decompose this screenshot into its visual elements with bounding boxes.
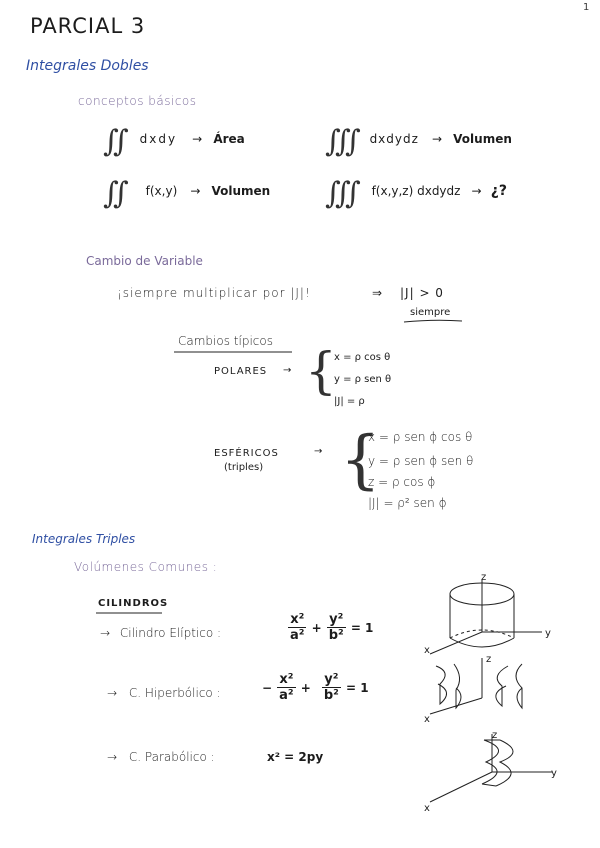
sketch3-z-label: z [492,730,498,741]
cilindro-hiperbolico-lead: − [262,681,273,695]
cilindro-eliptico-x-num: x² [290,612,305,627]
rule-condition: |J| > 0 [400,286,444,300]
formula-area-arrow: → [192,132,203,146]
formula-volumen-triple-result: Volumen [453,132,512,146]
triple-integral-sign: ∭ [325,124,361,159]
sketch3-y-label: y [551,768,557,779]
cilindro-eliptico-op: + [311,621,322,635]
cilindro-hiperbolico-equation [262,672,369,703]
polares-line-y: y = ρ sen θ [334,374,392,385]
sketch2-x-label: x [424,714,430,725]
cilindro-parabolico-bullet: → [107,750,118,764]
hyperbolic-cylinder-sketch [430,658,530,718]
esfericos-brace: { [340,423,381,497]
esfericos-arrow: → [314,446,323,457]
sketch2-z-label: z [486,654,492,665]
elliptic-cylinder-sketch [430,572,590,662]
cilindro-hiperbolico-op: + [300,681,311,695]
polares-arrow: → [283,365,292,376]
cilindro-hiperbolico-label [107,686,221,700]
page-title: PARCIAL 3 [30,14,146,38]
cilindro-eliptico-y-den: b² [328,628,344,643]
cilindro-hiperbolico-rhs: = 1 [345,681,369,695]
cilindro-parabolico-label [107,750,215,764]
cilindro-eliptico-y-num: y² [329,612,344,627]
formula-area-integrand: dxdy [139,132,178,146]
formula-volumen-triple-integrand: dxdydz [369,132,419,146]
cilindro-eliptico-frac-y [327,612,346,643]
formula-volumen-double-result: Volumen [211,184,271,198]
formula-unknown-result: ¿? [490,183,507,199]
formula-volumen-double [103,176,270,211]
cilindro-eliptico-equation [288,612,373,643]
esfericos-line-z: z = ρ cos ϕ [368,475,436,489]
polares-label: POLARES [214,366,268,377]
formula-volumen-double-integrand: f(x,y) [145,184,178,198]
esfericos-line-jacobian: |J| = ρ² sen ϕ [368,496,447,510]
parabolic-cylinder-sketch [426,730,566,810]
sketch1-z-label: z [481,572,487,583]
rule-implies: ⇒ [372,286,383,300]
polares-line-jacobian: |J| = ρ [334,396,365,407]
double-integral-sign-2: ∬ [103,176,129,211]
page-number: 1 [583,2,590,13]
cilindro-eliptico-label [100,626,221,640]
subheading-conceptos-basicos: conceptos básicos [78,94,197,108]
double-integral-sign: ∬ [103,124,129,159]
formula-unknown-integrand: f(x,y,z) dxdydz [371,184,461,198]
formula-volumen-double-arrow: → [190,184,201,198]
esfericos-label: ESFÉRICOS [214,448,279,459]
cilindro-hiperbolico-frac-x [277,672,295,703]
esfericos-line-x: x = ρ sen ϕ cos θ [368,430,473,444]
cilindro-hiperbolico-name: C. Hiperbólico : [128,686,221,700]
typical-changes-title: Cambios típicos [178,334,273,348]
polares-line-x: x = ρ cos θ [334,352,391,363]
section-heading-integrales-triples: Integrales Triples [32,532,136,546]
rule-condition-note: siempre [410,307,451,318]
cilindro-hiperbolico-bullet: → [107,686,118,700]
cilindro-hiperbolico-y-num: y² [324,672,339,687]
cilindro-eliptico-bullet: → [100,626,111,640]
formula-volumen-triple-arrow: → [432,132,443,146]
underline-cilindros [96,611,166,615]
cilindro-eliptico-x-den: a² [290,628,305,643]
cilindro-eliptico-rhs: = 1 [350,621,374,635]
cilindro-parabolico-name: C. Parabólico : [128,750,215,764]
esfericos-sublabel: (triples) [224,462,264,473]
sketch3-x-label: x [424,803,430,814]
formula-area-result: Área [213,132,245,146]
underline-siempre [404,319,464,323]
cilindros-title: CILINDROS [98,598,169,609]
formula-unknown-arrow: → [471,184,482,198]
esfericos-line-y: y = ρ sen ϕ sen θ [368,454,474,468]
sketch1-y-label: y [545,628,551,639]
formula-unknown-triple [325,176,507,211]
cilindro-parabolico-equation: x² = 2py [267,750,324,764]
formula-area [103,124,245,159]
cilindro-hiperbolico-frac-y [322,672,341,703]
polares-brace: { [305,342,337,400]
section-heading-cambio-variable: Cambio de Variable [86,254,203,268]
cilindro-hiperbolico-x-den: a² [279,688,294,703]
rule-multiply-jacobian: ¡siempre multiplicar por |J|! [117,286,311,300]
section-heading-integrales-dobles: Integrales Dobles [26,58,149,74]
subheading-volumenes-comunes: Volúmenes Comunes : [74,560,218,574]
cilindro-hiperbolico-x-num: x² [279,672,294,687]
triple-integral-sign-2: ∭ [325,176,361,211]
sketch1-x-label: x [424,645,430,656]
cilindro-eliptico-name: Cilindro Elíptico : [119,626,222,640]
cilindro-hiperbolico-y-den: b² [323,688,339,703]
cilindro-eliptico-frac-x [288,612,306,643]
underline-cambios-tipicos [174,350,294,354]
formula-volumen-triple [325,124,512,159]
